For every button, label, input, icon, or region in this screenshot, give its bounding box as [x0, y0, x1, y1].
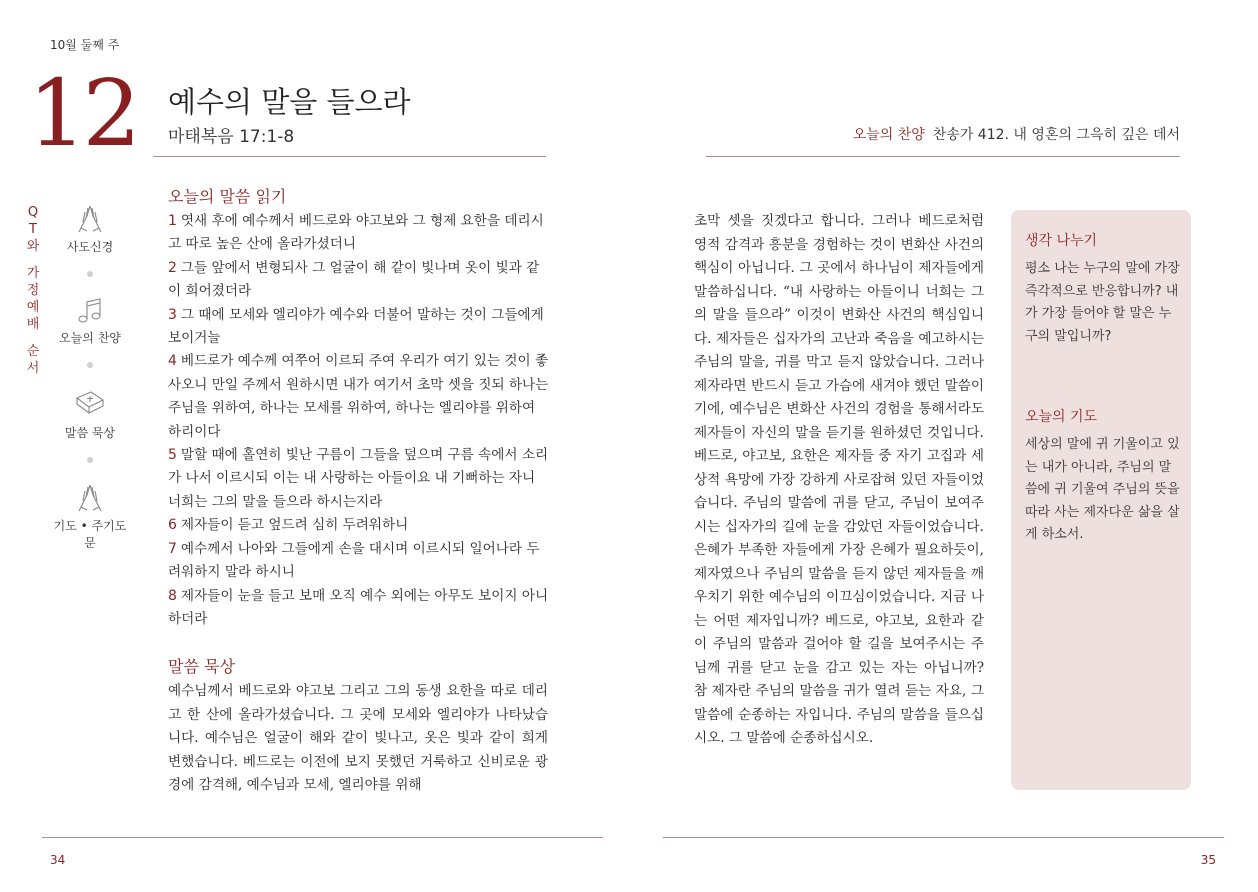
nav-label-hymn: 오늘의 찬양 [59, 331, 121, 345]
scripture-reference: 마태복음 17:1-8 [168, 127, 295, 147]
verse-number: 4 [168, 353, 177, 370]
verse-list [168, 210, 550, 631]
day-number: 12 [28, 60, 138, 167]
verse-item [168, 514, 550, 537]
nav-label-prayer: 기도 • 주기도문 [53, 519, 127, 550]
verse-number: 7 [168, 540, 177, 557]
meditation-text-left: 예수님께서 베드로와 야고보 그리고 그의 동생 요한을 따로 데리고 한 산에 올라가셨습니다. 그 곳에 모세와 엘리야가 나타났습니다. 예수님은 얼굴이 해와 같이 빛나고, 옷은 빛과 같이 희게 변했습니다. 베드로는 이전에 보지 못했던 거룩하고 신비로운 광경에 감격해, 예수님과 모세, 엘리야를 위해 [168, 683, 548, 794]
meditation-heading: 말씀 묵상 [168, 657, 235, 676]
verse-item [168, 350, 550, 444]
nav-separator-dot [87, 457, 93, 463]
prayer-heading: 오늘의 기도 [1025, 409, 1098, 425]
nav-item-creed [48, 204, 132, 255]
footer-rule-left [42, 837, 603, 838]
meditation-text-right: 초막 셋을 짓겠다고 합니다. 그러나 베드로처럼 영적 감격과 흥분을 경험하는 것이 변화산 사건의 핵심이 아닙니다. 그 곳에서 하나님이 제자들에게 말씀하십니다. “내 사랑하는 아들이니 너희는 그의 말을 들으라” 이것이 변화산 사건의 핵심입니다. 제자들은 십자가의 고난과 죽음을 예고하시는 주님의 말을, 귀를 막고 듣지 않았습니다. 그러나 제자라면 반드시 듣고 가슴에 새겨야 했던 말씀이기에, 예수님은 변화산 사건의 경험을 통해서라도 제자들이 자신의 말을 듣기를 원하셨던 것입니다. 베드로, 야고보, 요한은 제자들 중 자기 고집과 세상적 욕망에 가장 강하게 사로잡혀 있던 자들이었습니다. 주님의 말씀에 귀를 닫고, 주님이 보여주시는 십자가의 길에 눈을 감았던 자들이었습니다. 은혜가 부족한 자들에게 가장 은혜가 필요하듯이, 제자였으나 주님의 말씀을 듣지 않던 제자들을 깨우치기 위한 예수님의 이끄심이었습니다. 지금 나는 어떤 제자입니까? 베드로, 야고보, 요한과 같이 주님의 말씀과 걸어야 할 길을 보여주시는 주님께 귀를 닫고 눈을 감고 있는 자는 아닙니까? 참 제자란 주님의 말씀을 귀가 열려 듣는 자요, 그 말씀에 순종하는 자입니다. 주님의 말씀을 들으십시오. 그 말씀에 순종하십시오. [694, 213, 984, 746]
verse-item [168, 304, 550, 351]
verse-text: 그들 앞에서 변형되사 그 얼굴이 해 같이 빛나며 옷이 빛과 같이 희어졌더라 [168, 259, 540, 300]
verse-text: 그 때에 모세와 엘리야가 예수와 더불어 말하는 것이 그들에게 보이거늘 [168, 306, 544, 347]
nav-item-prayer [48, 483, 132, 551]
header-rule-right [706, 156, 1180, 157]
hymn-line [853, 124, 1180, 144]
nav-separator-dot [87, 271, 93, 277]
verse-text: 예수께서 나아와 그들에게 손을 대시며 이르시되 일어나라 두려워하지 말라 하시니 [168, 540, 540, 581]
reading-heading: 오늘의 말씀 읽기 [168, 187, 287, 206]
nav-label-creed: 사도신경 [66, 240, 114, 254]
share-text: 평소 나는 누구의 말에 가장 즉각적으로 반응합니까? 내가 가장 들어야 할 말은 누구의 말입니까? [1025, 261, 1180, 344]
verse-text: 제자들이 눈을 들고 보매 오직 예수 외에는 아무도 보이지 아니하더라 [168, 587, 549, 627]
verse-text: 제자들이 듣고 엎드려 심히 두려워하니 [180, 517, 409, 534]
share-heading: 생각 나누기 [1025, 233, 1098, 249]
verse-number: 1 [168, 213, 177, 229]
week-label: 10월 둘째 주 [50, 38, 120, 52]
verse-item [168, 444, 550, 514]
music-note-icon [75, 297, 105, 325]
nav-separator-dot [87, 362, 93, 368]
nav-item-meditation [48, 388, 132, 441]
page-number-right: 35 [1200, 853, 1216, 867]
bible-icon [73, 388, 107, 420]
page-number-left: 34 [50, 853, 66, 867]
verse-item [168, 538, 550, 585]
header-rule-left [153, 156, 546, 157]
vertical-section-label: Q T 와 가 정 예 배 순 서 [26, 205, 40, 376]
page-title: 예수의 말을 들으라 [168, 85, 411, 119]
footer-rule-right [663, 837, 1224, 838]
prayer-section [1025, 406, 1181, 547]
praying-hands-icon [73, 483, 107, 513]
verse-text: 베드로가 예수께 여쭈어 이르되 주여 우리가 여기 있는 것이 좋사오니 만일 주께서 원하시면 내가 여기서 초막 셋을 짓되 하나는 주님을 위하여, 하나는 모세를 위하여, 하나는 엘리야를 위하여 하리이다 [168, 353, 549, 440]
verse-number: 2 [168, 259, 177, 276]
nav-label-meditation: 말씀 묵상 [64, 426, 116, 440]
worship-order-nav [48, 204, 132, 551]
hymn-label: 오늘의 찬양 [852, 127, 925, 143]
verse-item [168, 210, 550, 257]
verse-text: 엿새 후에 예수께서 베드로와 야고보와 그 형제 요한을 데리시고 따로 높은 산에 올라가셨더니 [168, 213, 544, 253]
nav-item-hymn [48, 297, 132, 346]
hymn-text: 찬송가 412. 내 영혼의 그윽히 깊은 데서 [932, 127, 1180, 143]
prayer-text: 세상의 말에 귀 기울이고 있는 내가 아니라, 주님의 말씀에 귀 기울여 주님의 뜻을 따라 사는 제자다운 삶을 살게 하소서. [1025, 437, 1180, 542]
verse-item [168, 585, 550, 632]
praying-hands-icon [73, 204, 107, 234]
verse-number: 3 [168, 306, 177, 323]
verse-text: 말할 때에 홀연히 빛난 구름이 그들을 덮으며 구름 속에서 소리가 나서 이르시되 이는 내 사랑하는 아들이요 내 기뻐하는 자니 너희는 그의 말을 들으라 하시는지라 [168, 447, 549, 510]
verse-item [168, 257, 550, 304]
verse-number: 6 [168, 517, 177, 534]
reflection-sidebox [1011, 210, 1191, 790]
share-section [1025, 230, 1181, 348]
verse-number: 5 [168, 447, 177, 464]
verse-number: 8 [168, 587, 177, 604]
